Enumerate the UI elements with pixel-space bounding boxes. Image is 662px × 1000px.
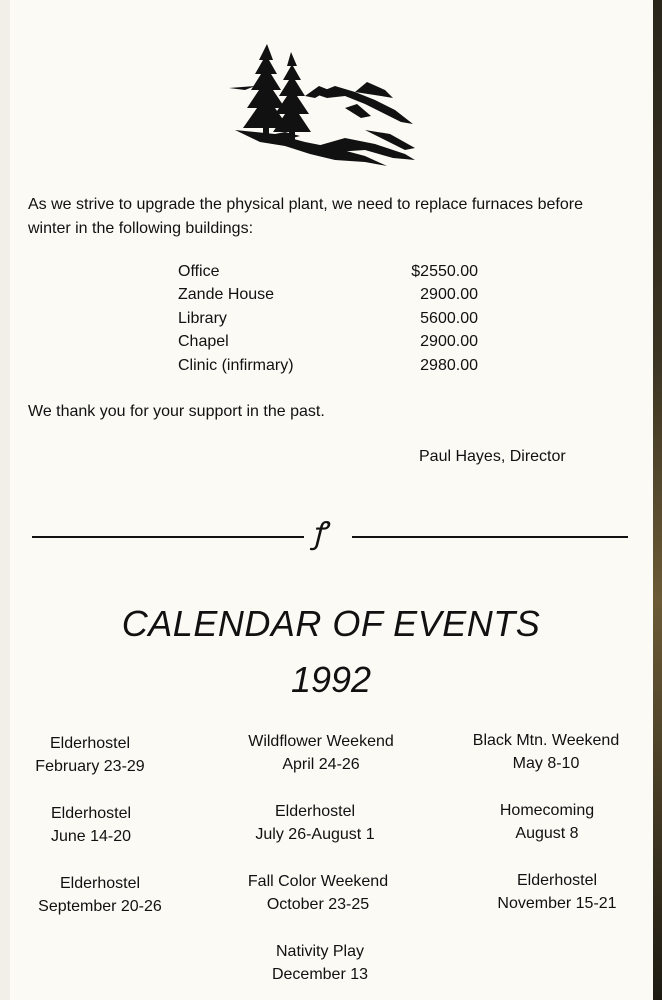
event-name: Elderhostel — [274, 803, 356, 820]
cost-amount: 2900.00 — [420, 286, 478, 304]
event-name: Homecoming — [499, 802, 595, 819]
event-date: February 23-29 — [35, 758, 145, 775]
divider-line-right — [352, 536, 628, 538]
divider-ornament: ꝭ — [312, 516, 327, 551]
building-name: Chapel — [178, 333, 229, 351]
event-item — [452, 869, 662, 915]
event-date: July 26-August 1 — [255, 826, 375, 843]
cost-amount: $2550.00 — [411, 263, 478, 280]
event-date: August 8 — [515, 825, 579, 842]
building-name: Clinic (infirmary) — [178, 356, 294, 374]
event-name: Wildflower Weekend — [248, 733, 394, 750]
furnace-cost-list — [178, 261, 478, 378]
pine-trees-mountains-logo — [215, 38, 425, 178]
building-name: Zande House — [178, 286, 275, 304]
event-date: April 24-26 — [282, 756, 360, 773]
event-item — [210, 800, 420, 846]
calendar-year: 1992 — [290, 659, 372, 700]
cost-amount: 5600.00 — [420, 309, 478, 327]
event-item — [441, 729, 651, 775]
event-item — [0, 872, 205, 918]
list-item — [178, 284, 478, 307]
event-name: Black Mtn. Weekend — [472, 732, 620, 749]
event-name: Fall Color Weekend — [247, 873, 389, 890]
event-item — [213, 870, 423, 916]
event-name: Elderhostel — [516, 872, 598, 889]
signature: Paul Hayes, Director — [419, 448, 566, 465]
event-date: October 23-25 — [266, 896, 370, 913]
event-date: December 13 — [271, 966, 369, 983]
divider-line-left — [32, 536, 304, 538]
event-item — [0, 732, 195, 778]
event-date: June 14-20 — [50, 828, 132, 845]
event-date: September 20-26 — [38, 898, 162, 915]
event-date: May 8-10 — [512, 755, 580, 772]
page-edge-shadow — [653, 0, 662, 1000]
event-item — [442, 799, 652, 845]
list-item — [178, 308, 478, 331]
event-date: November 15-21 — [497, 895, 617, 912]
intro-line-2: winter in the following buildings: — [28, 220, 254, 237]
event-name: Elderhostel — [49, 735, 131, 752]
event-item — [216, 730, 426, 776]
list-item — [178, 355, 478, 378]
calendar-title: CALENDAR OF EVENTS — [121, 603, 541, 644]
building-name: Library — [178, 309, 227, 327]
intro-line-1: As we strive to upgrade the physical plant, we need to replace furnaces before — [28, 196, 583, 213]
building-name: Office — [178, 263, 220, 280]
cost-amount: 2980.00 — [420, 356, 478, 374]
thanks-text: We thank you for your support in the past. — [28, 403, 325, 420]
event-name: Elderhostel — [50, 805, 132, 822]
event-item — [0, 802, 196, 848]
cost-amount: 2900.00 — [420, 333, 478, 351]
event-name: Elderhostel — [59, 875, 141, 892]
event-name: Nativity Play — [275, 943, 365, 960]
event-item — [215, 940, 425, 986]
intro-paragraph — [28, 193, 638, 241]
list-item — [178, 261, 478, 284]
list-item — [178, 331, 478, 354]
